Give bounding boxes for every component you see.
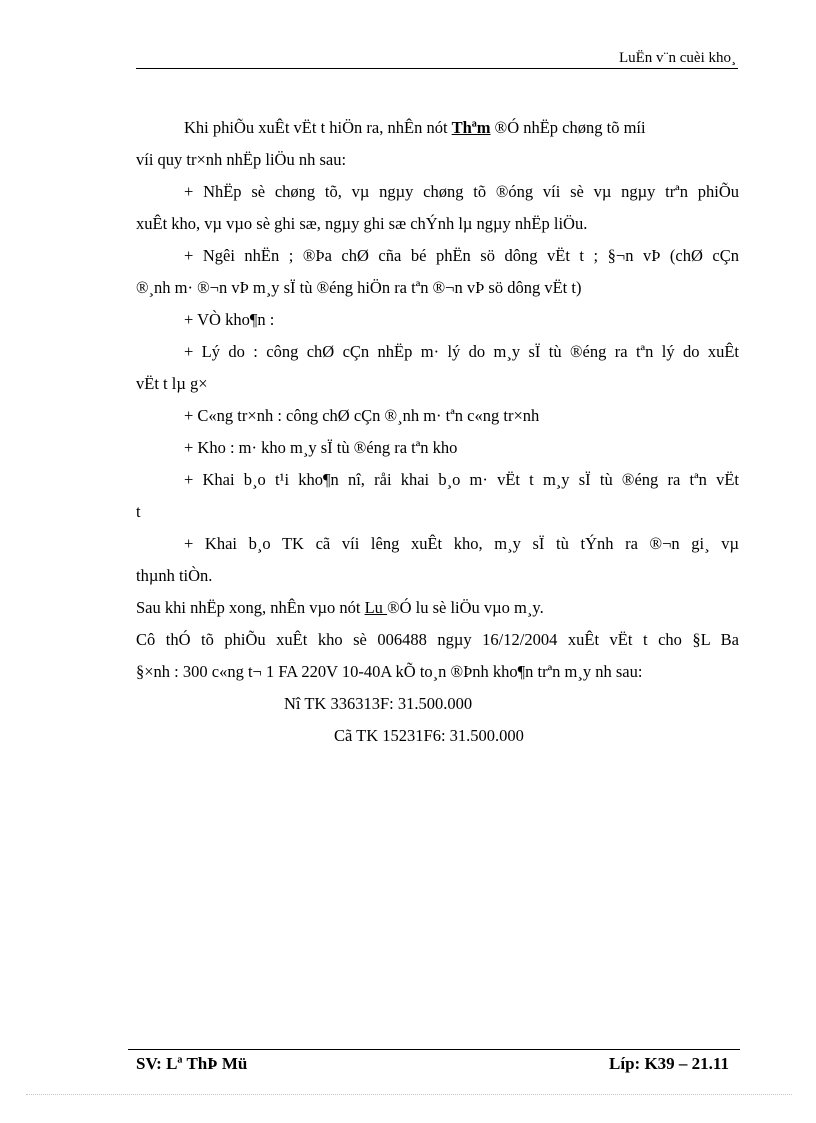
text-run: hiÖn ra, nhÊn nót [325, 118, 452, 137]
paragraph-line: + Khai b¸o t¹i kho¶n nî, råi khai b¸o m· vËt t m¸y sÏ tù ®éng ra tªn vËt [184, 470, 739, 489]
paragraph-line: víi quy tr×nh nhËp liÖu nh sau: [136, 150, 347, 169]
running-header: LuËn v¨n cuèi kho¸ [618, 50, 736, 66]
footer-class: Líp: K39 – 21.11 [609, 1054, 729, 1073]
paragraph-line: + VÒ kho¶n : [184, 310, 275, 329]
text-run: ®Ó nhËp chøng tõ míi [490, 118, 646, 137]
document-body [136, 112, 739, 752]
paragraph-line: + Kho : m· kho m¸y sÏ tù ®éng ra tªn kho [184, 438, 458, 457]
paragraph-line: + NhËp sè chøng tõ, vµ ngµy chøng tõ ®óng víi sè vµ ngµy trªn phiÕu [184, 182, 739, 201]
paragraph-line: t [136, 502, 141, 521]
text-run: Sau khi nhËp xong, nhÊn vµo nót [136, 598, 365, 617]
paragraph-line: ®¸nh m· ®¬n vÞ m¸y sÏ tù ®éng hiÖn ra tªn ®¬n vÞ sö dông vËt t) [136, 278, 582, 297]
credit-entry: Cã TK 15231F6: 31.500.000 [334, 726, 524, 745]
paragraph-line: + Lý do : công chØ cÇn nhËp m· lý do m¸y sÏ tù ®éng ra tªn lý do xuÊt [184, 342, 739, 361]
paragraph-line: vËt t lµ g× [136, 374, 208, 393]
lu-button-label: Lu [364, 598, 388, 617]
paragraph-line: Cô thÓ tõ phiÕu xuÊt kho sè 006488 ngµy 16/12/2004 xuÊt vËt t cho §L Ba [136, 630, 739, 649]
paragraph-line: §×nh : 300 c«ng t¬ 1 FA 220V 10-40A kÕ to¸n ®Þnh kho¶n trªn m¸y nh sau: [136, 662, 643, 681]
text-run: ®Ó lu sè liÖu vµo m¸y. [387, 598, 544, 617]
paragraph-line: + C«ng tr×nh : công chØ cÇn ®¸nh m· tªn c«ng tr×nh [184, 406, 540, 425]
text-run: Khi phiÕu xuÊt vËt t [184, 118, 326, 137]
paragraph-line [136, 112, 739, 144]
paragraph-line: xuÊt kho, vµ vµo sè ghi sæ, ngµy ghi sæ chÝnh lµ ngµy nhËp liÖu. [136, 214, 588, 233]
header-divider [136, 68, 738, 69]
page-edge-divider [26, 1094, 792, 1095]
footer-student-name: SV: Lª ThÞ Mü [136, 1054, 248, 1073]
paragraph-line: thµnh tiÒn. [136, 566, 213, 585]
paragraph-line [136, 592, 739, 624]
footer-divider [128, 1049, 740, 1050]
paragraph-line: + Khai b¸o TK cã víi lêng xuÊt kho, m¸y sÏ tù tÝnh ra ®¬n gi¸ vµ [184, 534, 739, 553]
debit-entry: Nî TK 336313F: 31.500.000 [284, 694, 473, 713]
them-button-label: Thªm [451, 118, 491, 137]
paragraph-line: + Ngêi nhËn ; ®Þa chØ cña bé phËn sö dông vËt t ; §¬n vÞ (chØ cÇn [184, 246, 739, 265]
